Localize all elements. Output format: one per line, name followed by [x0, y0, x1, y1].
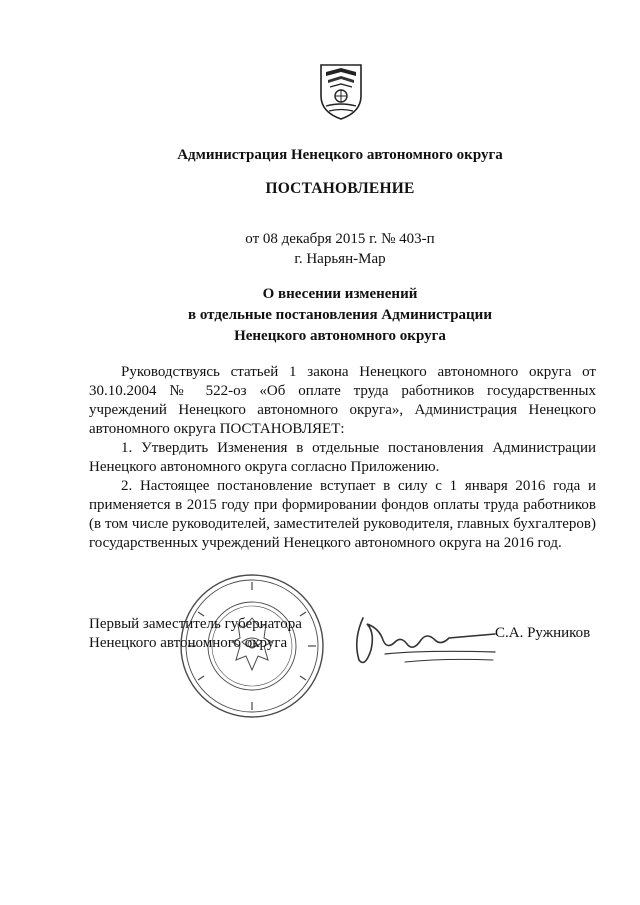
signatory-position-line-1: Первый заместитель губернатора — [89, 616, 302, 632]
organization-title: Администрация Ненецкого автономного округа — [177, 147, 503, 163]
document-date-number: от 08 декабря 2015 г. № 403-п — [245, 231, 435, 247]
body-paragraph-item-1: 1. Утвердить Изменения в отдельные постановления Администрации Ненецкого автономного округа согласно Приложению. — [89, 440, 596, 475]
signatory-position — [89, 615, 302, 653]
subject-line-1: О внесении изменений — [262, 286, 418, 302]
document-type: ПОСТАНОВЛЕНИЕ — [265, 180, 415, 197]
handwritten-signature — [345, 610, 505, 670]
coat-of-arms-icon — [318, 62, 364, 122]
document-body — [89, 363, 596, 553]
document-subject — [0, 284, 640, 347]
document-city: г. Нарьян-Мар — [294, 251, 386, 267]
body-paragraph-preamble: Руководствуясь статьей 1 закона Ненецкого автономного округа от 30.10.2004 № 522-оз «Об оплате труда работников государственных учреждений Ненецкого автономного округа», Администрация Ненецкого автономного округа ПОСТАНОВЛЯЕТ: — [89, 364, 596, 437]
body-paragraph-item-2: 2. Настоящее постановление вступает в силу с 1 января 2016 года и применяется в 2015 году при формировании фондов оплаты труда работников (в том числе руководителей, заместителей руководителя, главных бухгалтеров) государственных учреждений Ненецкого автономного округа на 2016 год. — [89, 478, 596, 551]
signatory-name: С.А. Ружников — [495, 625, 591, 641]
signatory-position-line-2: Ненецкого автономного округа — [89, 635, 288, 651]
subject-line-3: Ненецкого автономного округа — [234, 328, 446, 344]
subject-line-2: в отдельные постановления Администрации — [188, 307, 492, 323]
